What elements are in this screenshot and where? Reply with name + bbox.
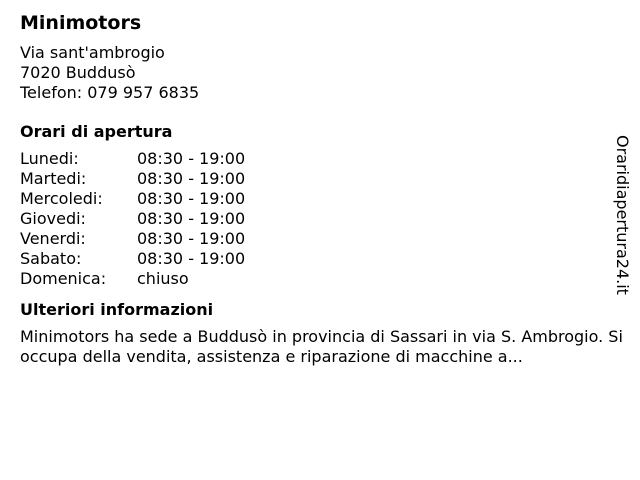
hours-row	[20, 189, 610, 209]
day-label: Sabato:	[20, 249, 82, 268]
hours-row	[20, 269, 610, 289]
day-label: Giovedi:	[20, 209, 86, 228]
day-label: Mercoledi:	[20, 189, 103, 208]
hours-value: 08:30 - 19:00	[137, 149, 246, 168]
site-watermark: Oraridiapertura24.it	[613, 135, 632, 295]
hours-row	[20, 249, 610, 269]
hours-row	[20, 149, 610, 169]
hours-row	[20, 169, 610, 189]
address-block	[20, 43, 610, 103]
hours-value: chiuso	[137, 269, 189, 288]
hours-row	[20, 229, 610, 249]
street-address: Via sant'ambrogio	[20, 43, 165, 62]
city-address: 7020 Buddusò	[20, 63, 136, 82]
phone-number: Telefon: 079 957 6835	[20, 83, 200, 102]
day-label: Venerdi:	[20, 229, 86, 248]
opening-hours-table	[20, 149, 610, 289]
day-label: Martedi:	[20, 169, 87, 188]
info-description: Minimotors ha sede a Buddusò in provincia di Sassari in via S. Ambrogio. Si occupa della vendita, assistenza e riparazione di macchine a...	[20, 327, 623, 366]
hours-heading: Orari di apertura	[20, 122, 173, 141]
hours-value: 08:30 - 19:00	[137, 169, 246, 188]
hours-row	[20, 209, 610, 229]
hours-value: 08:30 - 19:00	[137, 189, 246, 208]
hours-value: 08:30 - 19:00	[137, 229, 246, 248]
day-label: Domenica:	[20, 269, 107, 288]
hours-value: 08:30 - 19:00	[137, 249, 246, 268]
info-heading: Ulteriori informazioni	[20, 300, 214, 319]
hours-value: 08:30 - 19:00	[137, 209, 246, 228]
day-label: Lunedi:	[20, 149, 79, 168]
business-name: Minimotors	[20, 12, 142, 34]
